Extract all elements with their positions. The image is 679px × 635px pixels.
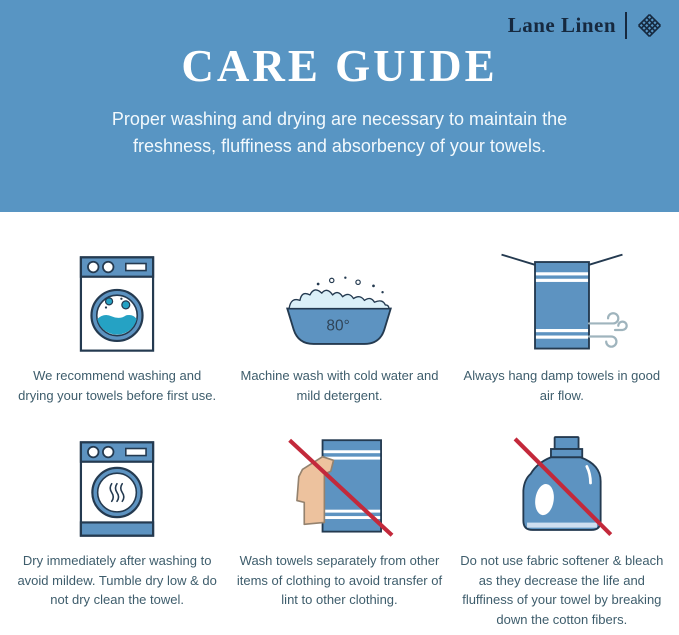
brand-logo [508,12,663,39]
care-tips-grid [0,212,679,629]
care-caption: Dry immediately after washing to avoid mildew. Tumble dry low & do not dry clean the towel. [17,553,217,607]
brand-name: Lane Linen [507,13,616,37]
header [0,0,679,212]
care-card-cold-wash [228,240,450,405]
care-card-wash-separately [228,425,450,629]
wash-basin-icon [280,240,398,356]
care-caption: Always hang damp towels in good air flow. [463,368,661,403]
page-title: CARE GUIDE [181,41,498,91]
care-card-dry [6,425,228,629]
care-caption: Wash towels separately from other items of clothing to avoid transfer of lint to other clothing. [236,553,443,607]
temperature-label: 80° [326,317,351,335]
no-mixed-washing-icon [275,425,403,541]
brand-divider [625,12,627,39]
page-subtitle: Proper washing and drying are necessary to maintain the freshness, fluffiness and absorbency of your towels. [111,109,568,156]
wind-icon [589,313,627,346]
care-card-air-dry [451,240,673,405]
weave-icon [636,12,663,39]
hanging-towel-airflow-icon [492,240,632,356]
care-card-no-softener [451,425,673,629]
care-card-wash-first [6,240,228,405]
no-fabric-softener-icon [502,425,622,541]
care-caption: Do not use fabric softener & bleach as they decrease the life and fluffiness of your towel by breaking down the cotton fibers. [460,553,664,627]
care-caption: We recommend washing and drying your towels before first use. [18,368,217,403]
washing-machine-icon [73,240,161,356]
tumble-dryer-icon [73,425,161,541]
care-caption: Machine wash with cold water and mild detergent. [240,368,439,403]
